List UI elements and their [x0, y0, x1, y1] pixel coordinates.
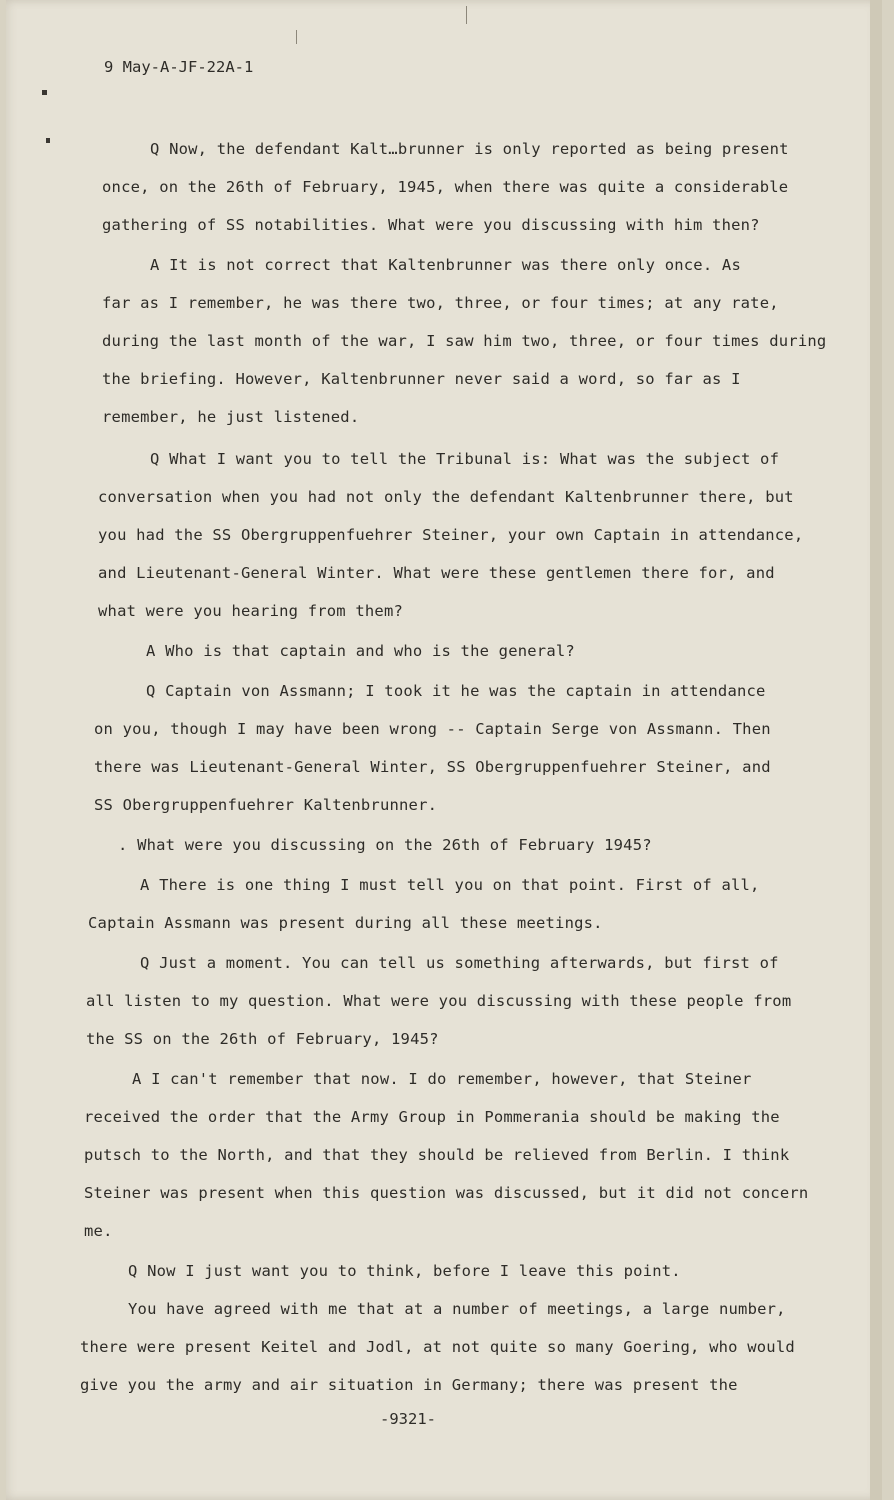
page-number: -9321-	[380, 1410, 436, 1428]
text-line: A There is one thing I must tell you on that point. First of all,	[140, 876, 760, 894]
text-line: me.	[84, 1222, 113, 1240]
text-line: Q Now I just want you to think, before I leave this point.	[128, 1262, 681, 1280]
text-line: once, on the 26th of February, 1945, when there was quite a considerable	[102, 178, 789, 196]
document-page	[6, 0, 882, 1500]
text-line: Q Now, the defendant Kalt…brunner is only reported as being present	[150, 140, 789, 158]
text-line: Q Captain von Assmann; I took it he was the captain in attendance	[146, 682, 766, 700]
text-line: conversation when you had not only the defendant Kaltenbrunner there, but	[98, 488, 794, 506]
text-line: give you the army and air situation in Germany; there was present the	[80, 1376, 738, 1394]
text-line: A I can't remember that now. I do remember, however, that Steiner	[132, 1070, 752, 1088]
text-line: the SS on the 26th of February, 1945?	[86, 1030, 439, 1048]
text-line: Captain Assmann was present during all these meetings.	[88, 914, 603, 932]
text-line: Q Just a moment. You can tell us something afterwards, but first of	[140, 954, 779, 972]
text-line: you had the SS Obergruppenfuehrer Steiner, your own Captain in attendance,	[98, 526, 804, 544]
hole-punch-mark	[46, 138, 50, 143]
text-line: on you, though I may have been wrong -- Captain Serge von Assmann. Then	[94, 720, 771, 738]
text-line: what were you hearing from them?	[98, 602, 404, 620]
text-line: and Lieutenant-General Winter. What were these gentlemen there for, and	[98, 564, 775, 582]
text-line: remember, he just listened.	[102, 408, 360, 426]
page-edge-shadow	[870, 0, 882, 1500]
text-line: during the last month of the war, I saw him two, three, or four times during	[102, 332, 827, 350]
hole-punch-mark	[42, 90, 47, 95]
text-line: Steiner was present when this question was discussed, but it did not concern	[84, 1184, 809, 1202]
text-line: SS Obergruppenfuehrer Kaltenbrunner.	[94, 796, 438, 814]
text-line: Q What I want you to tell the Tribunal is: What was the subject of	[150, 450, 780, 468]
text-line: A It is not correct that Kaltenbrunner was there only once. As	[150, 256, 741, 274]
margin-mark	[296, 30, 297, 44]
text-line: A Who is that captain and who is the general?	[146, 642, 575, 660]
text-line: putsch to the North, and that they should be relieved from Berlin. I think	[84, 1146, 790, 1164]
text-line: there were present Keitel and Jodl, at not quite so many Goering, who would	[80, 1338, 795, 1356]
text-line: all listen to my question. What were you discussing with these people from	[86, 992, 792, 1010]
document-header: 9 May-A-JF-22A-1	[104, 58, 254, 76]
text-line: the briefing. However, Kaltenbrunner never said a word, so far as I	[102, 370, 741, 388]
text-line: gathering of SS notabilities. What were you discussing with him then?	[102, 216, 760, 234]
text-line: received the order that the Army Group in Pommerania should be making the	[84, 1108, 780, 1126]
margin-mark	[466, 6, 467, 24]
text-line: far as I remember, he was there two, three, or four times; at any rate,	[102, 294, 779, 312]
text-line: there was Lieutenant-General Winter, SS Obergruppenfuehrer Steiner, and	[94, 758, 771, 776]
text-line: . What were you discussing on the 26th of February 1945?	[118, 836, 652, 854]
text-line: You have agreed with me that at a number of meetings, a large number,	[128, 1300, 786, 1318]
